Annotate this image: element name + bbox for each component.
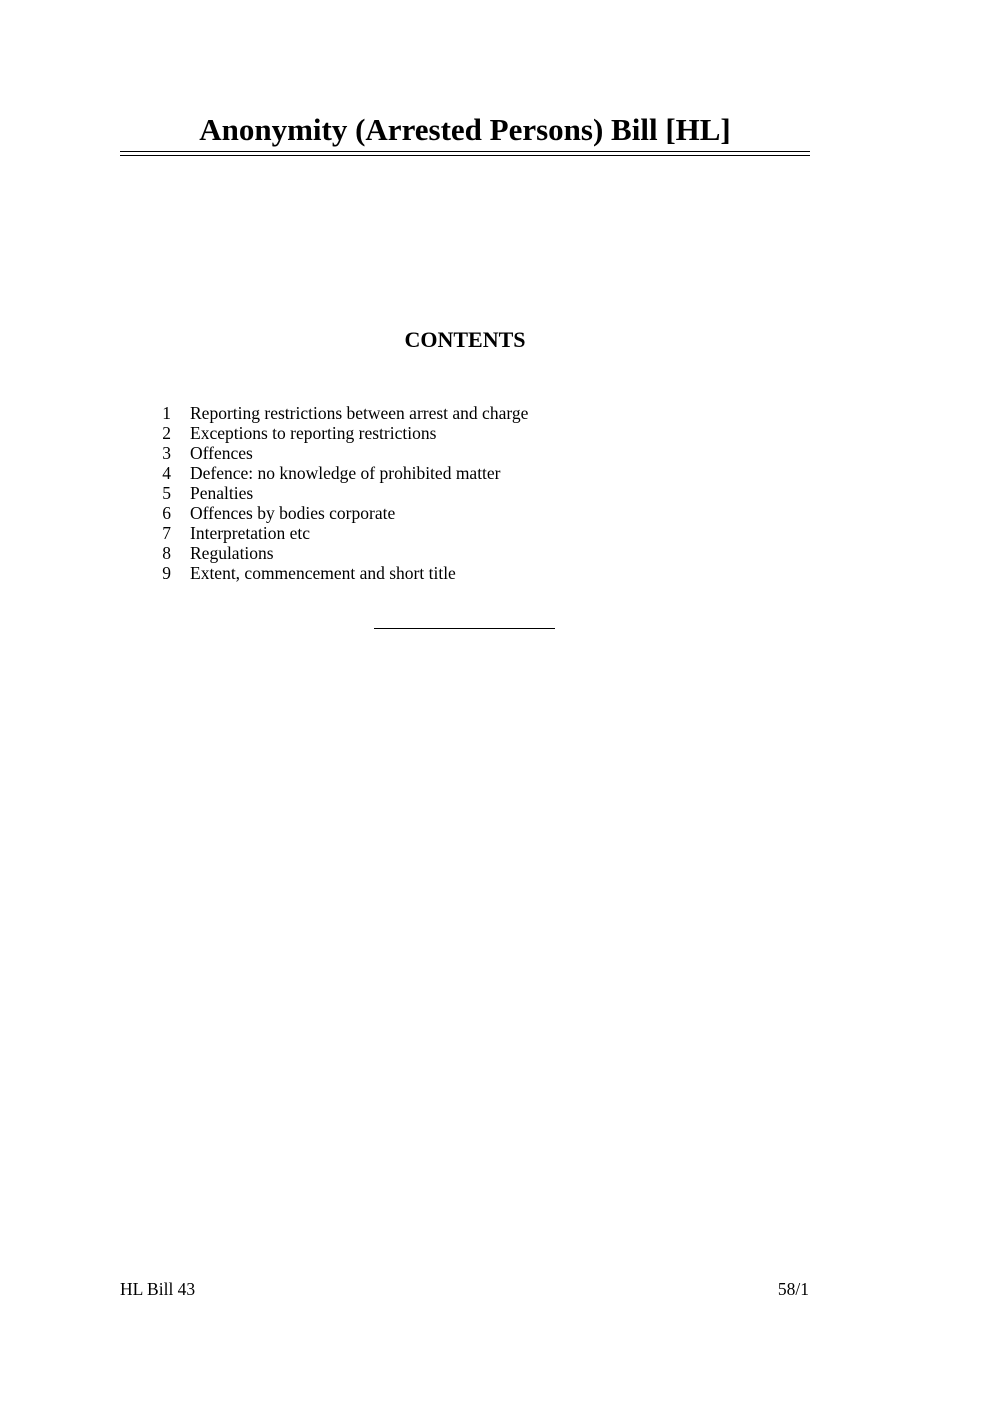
title-rule-upper xyxy=(120,151,810,152)
toc-item-label: Exceptions to reporting restrictions xyxy=(190,423,437,443)
bill-title: Anonymity (Arrested Persons) Bill [HL] xyxy=(199,112,731,147)
toc-item xyxy=(150,443,528,463)
toc-item-number: 9 xyxy=(162,563,171,583)
toc-item xyxy=(150,483,528,503)
toc-item-number: 2 xyxy=(162,423,171,443)
toc-item-number: 7 xyxy=(162,523,171,543)
toc-item-number: 5 xyxy=(162,483,171,503)
title-rule-lower xyxy=(120,155,810,156)
toc-item xyxy=(150,523,528,543)
toc-item-label: Offences by bodies corporate xyxy=(190,503,396,523)
footer-print-reference: 58/1 xyxy=(777,1279,809,1299)
toc-item xyxy=(150,423,528,443)
table-of-contents xyxy=(150,403,528,583)
contents-heading: CONTENTS xyxy=(404,327,526,352)
toc-item xyxy=(150,463,528,483)
toc-item-label: Defence: no knowledge of prohibited matter xyxy=(190,463,501,483)
toc-item-label: Regulations xyxy=(190,543,274,563)
toc-item-number: 8 xyxy=(162,543,171,563)
toc-item-number: 6 xyxy=(162,503,171,523)
toc-item-label: Reporting restrictions between arrest and charge xyxy=(190,403,529,423)
toc-item-number: 3 xyxy=(162,443,171,463)
footer-bill-reference: HL Bill 43 xyxy=(120,1279,196,1299)
toc-item xyxy=(150,403,528,423)
toc-item-label: Penalties xyxy=(190,483,254,503)
toc-item xyxy=(150,563,528,583)
toc-item xyxy=(150,543,528,563)
toc-item-label: Offences xyxy=(190,443,253,463)
contents-end-rule xyxy=(374,628,555,629)
toc-item-label: Interpretation etc xyxy=(190,523,311,543)
toc-item-number: 1 xyxy=(162,403,171,423)
toc-item-number: 4 xyxy=(162,463,171,483)
toc-item-label: Extent, commencement and short title xyxy=(190,563,456,583)
toc-item xyxy=(150,503,528,523)
